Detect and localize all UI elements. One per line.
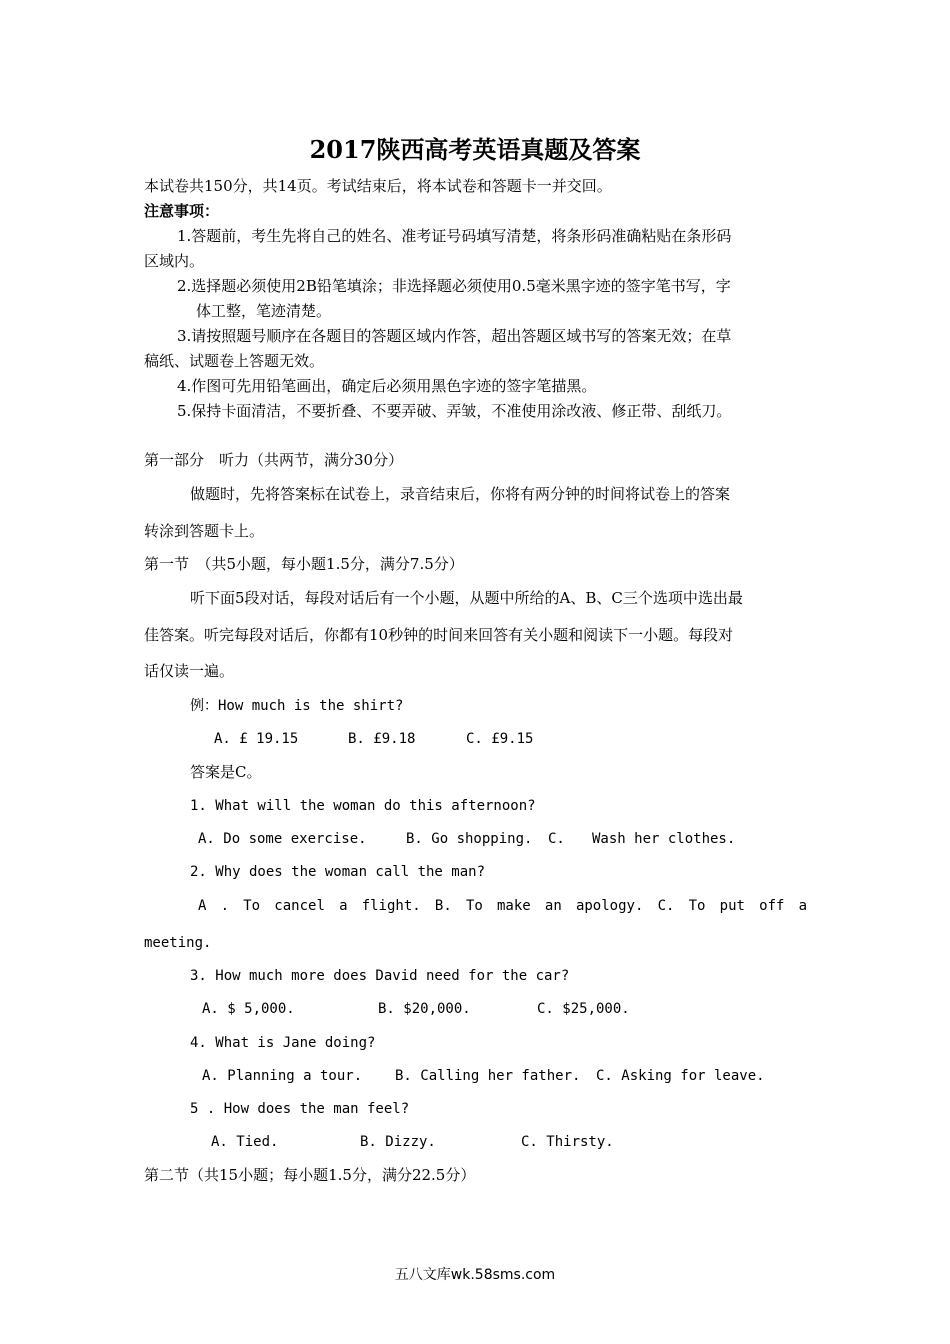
question-1: 1. What will the woman do this afternoon? (190, 798, 536, 814)
question-4: 4. What is Jane doing? (190, 1035, 376, 1051)
question-4-option-a: A. Planning a tour. (202, 1068, 363, 1084)
q2-word: A (198, 898, 207, 914)
q2-word: make (496, 898, 531, 914)
question-5-option-c: C. Thirsty. (521, 1134, 614, 1150)
question-3-option-b: B. $20,000. (378, 1001, 471, 1017)
q2-word: flight. (361, 898, 421, 914)
notice-3-cont: 稿纸、试题卷上答题无效。 (144, 352, 325, 370)
q2-word: C. (657, 898, 675, 914)
example-option-c: C. £9.15 (466, 731, 534, 747)
question-4-option-b: B. Calling her father. (395, 1068, 581, 1084)
question-1-option-b: B. Go shopping. (406, 831, 533, 847)
q2-word: To (465, 898, 483, 914)
question-1-option-c-letter: C. (548, 831, 565, 847)
notice-1: 1.答题前，考生先将自己的姓名、准考证号码填写清楚，将条形码准确粘贴在条形码 (177, 227, 732, 245)
question-2-options (198, 896, 807, 916)
section1-instruction-cont: 佳答案。听完每段对话后，你都有10秒钟的时间来回答有关小题和阅读下一小题。每段对 (144, 626, 734, 644)
q2-word: a (798, 898, 808, 914)
q2-word: apology. (575, 898, 644, 914)
question-1-option-c: Wash her clothes. (592, 831, 736, 847)
example-option-a: A. £ 19.15 (214, 731, 299, 747)
example-option-b: B. £9.18 (348, 731, 416, 747)
page-footer: 五八文库wk.58sms.com (394, 1267, 556, 1283)
notice-1-cont: 区域内。 (144, 252, 205, 270)
section1-instruction-end: 话仅读一遍。 (144, 662, 235, 680)
part1-instruction: 做题时，先将答案标在试卷上，录音结束后，你将有两分钟的时间将试卷上的答案 (190, 485, 731, 503)
notice-heading: 注意事项： (144, 202, 220, 220)
question-3-option-c: C. $25,000. (537, 1001, 630, 1017)
q2-word: To (688, 898, 706, 914)
part1-heading: 第一部分 听力（共两节，满分30分） (144, 451, 404, 469)
question-5-option-a: A. Tied. (211, 1134, 279, 1150)
question-2: 2. Why does the woman call the man? (190, 864, 486, 880)
example-answer: 答案是C。 (190, 763, 262, 781)
q2-word: a (339, 898, 348, 914)
example-question: 例：How much is the shirt? (190, 698, 404, 714)
question-4-option-c: C. Asking for leave. (596, 1068, 765, 1084)
notice-4: 4.作图可先用铅笔画出，确定后必须用黑色字迹的签字笔描黑。 (177, 377, 597, 395)
notice-2: 2.选择题必须使用2B铅笔填涂；非选择题必须使用0.5毫米黑字迹的签字笔书写，字 (177, 277, 731, 295)
question-5-option-b: B. Dizzy. (360, 1134, 436, 1150)
intro-text: 本试卷共150分，共14页。考试结束后，将本试卷和答题卡一并交回。 (144, 177, 612, 195)
q2-word: B. (434, 898, 452, 914)
section2-heading: 第二节（共15小题；每小题1.5分，满分22.5分） (144, 1166, 476, 1184)
q2-word: cancel (274, 898, 325, 914)
question-1-option-a: A. Do some exercise. (198, 831, 367, 847)
notice-3: 3.请按照题号顺序在各题目的答题区域内作答，超出答题区域书写的答案无效；在草 (177, 327, 732, 345)
question-2-options-cont: meeting. (144, 935, 212, 951)
part1-instruction-cont: 转涂到答题卡上。 (144, 522, 265, 540)
page-title: 2017陕西高考英语真题及答案 (309, 135, 641, 164)
section1-heading: 第一节 （共5小题，每小题1.5分，满分7.5分） (144, 555, 464, 573)
notice-5: 5.保持卡面清洁，不要折叠、不要弄破、弄皱，不准使用涂改液、修正带、刮纸刀。 (177, 402, 732, 420)
question-3: 3. How much more does David need for the car? (190, 968, 570, 984)
q2-word: To (243, 898, 261, 914)
section1-instruction: 听下面5段对话，每段对话后有一个小题，从题中所给的A、B、C三个选项中选出最 (190, 589, 743, 607)
q2-word: off (759, 898, 785, 914)
q2-word: an (544, 898, 562, 914)
question-5: 5 . How does the man feel? (190, 1101, 410, 1117)
question-3-option-a: A. $ 5,000. (202, 1001, 295, 1017)
q2-word: . (220, 898, 230, 914)
notice-2-cont: 体工整，笔迹清楚。 (196, 302, 332, 320)
q2-word: put (719, 898, 745, 914)
